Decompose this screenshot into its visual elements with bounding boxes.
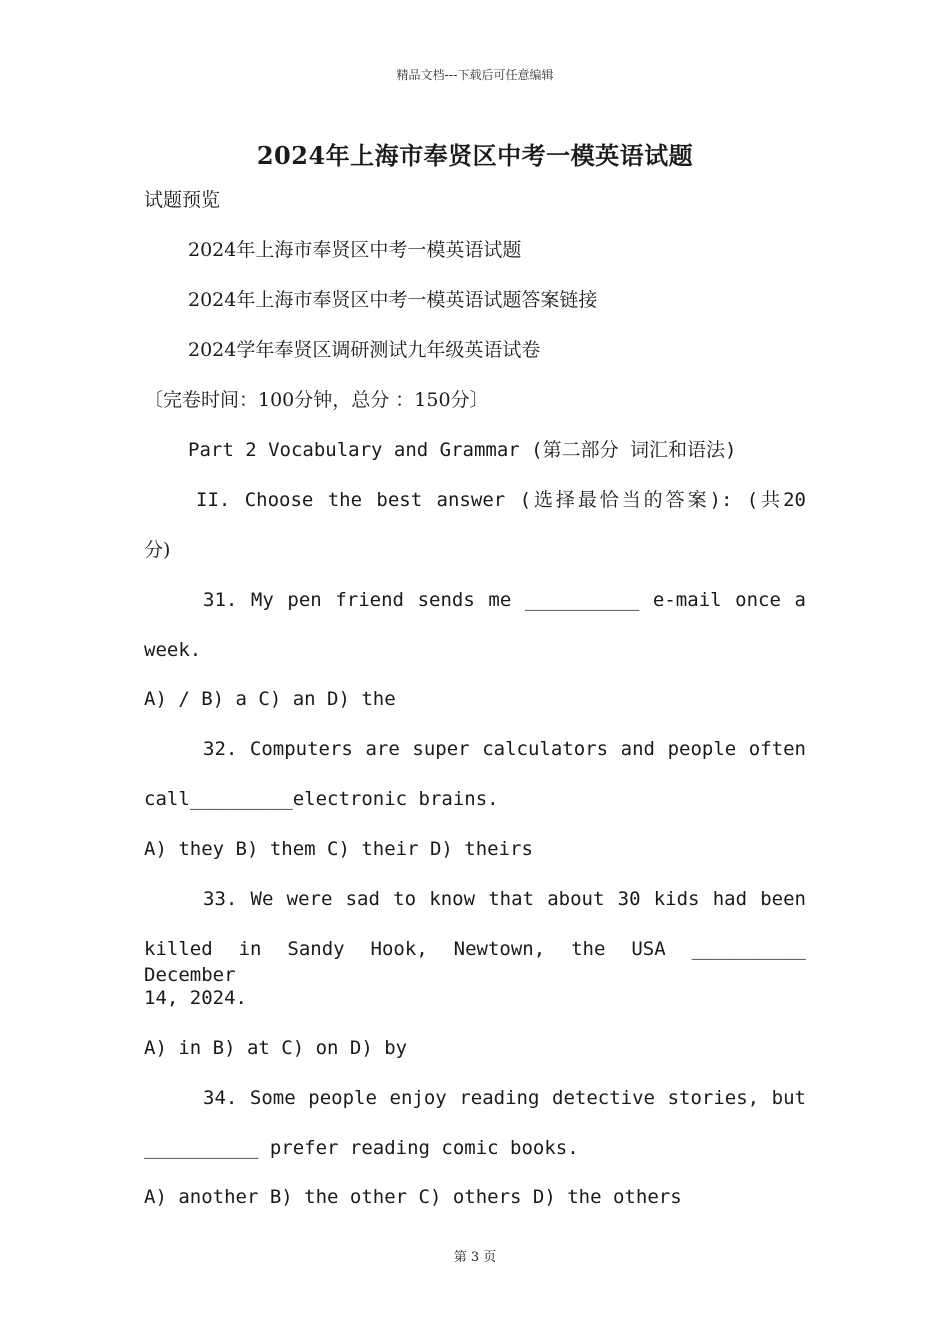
page-number: 第 3 页 [453,1250,497,1265]
question-33-line2: killed in Sandy Hook, Newtown, the USA __________ December [144,938,806,986]
question-34-line1: 34. Some people enjoy reading detective stories, but [203,1087,806,1109]
document-title: 2024年上海市奉贤区中考一模英语试题 [256,141,694,170]
link-item[interactable]: 2024年上海市奉贤区中考一模英语试题答案链接 [188,289,598,311]
section-heading-line1: II. Choose the best answer (选择最恰当的答案): (共20 [196,489,806,511]
question-31-line1: 31. My pen friend sends me __________ e-mail once a [203,589,806,611]
link-item[interactable]: 2024年上海市奉贤区中考一模英语试题 [188,239,522,261]
preview-label: 试题预览 [144,189,221,211]
question-32-options: A) they B) them C) their D) theirs [144,838,533,860]
question-33-line1: 33. We were sad to know that about 30 kids had been [203,888,806,910]
section-heading-line2: 分) [144,539,171,561]
question-34-line2: __________ prefer reading comic books. [144,1137,579,1159]
page-header: 精品文档---下载后可任意编辑 [396,68,554,82]
link-item[interactable]: 2024学年奉贤区调研测试九年级英语试卷 [188,339,541,361]
question-31-options: A) / B) a C) an D) the [144,688,396,710]
question-32-line1: 32. Computers are super calculators and people often [203,738,806,760]
question-33-line3: 14, 2024. [144,987,247,1009]
exam-info: 〔完卷时间：100分钟，总分 ：150分〕 [144,389,489,411]
question-31-line2: week. [144,639,202,661]
question-34-options: A) another B) the other C) others D) the others [144,1186,682,1208]
part-heading: Part 2 Vocabulary and Grammar (第二部分 词汇和语法) [188,439,737,461]
question-32-line2: call_________electronic brains. [144,788,499,810]
question-33-options: A) in B) at C) on D) by [144,1037,408,1059]
